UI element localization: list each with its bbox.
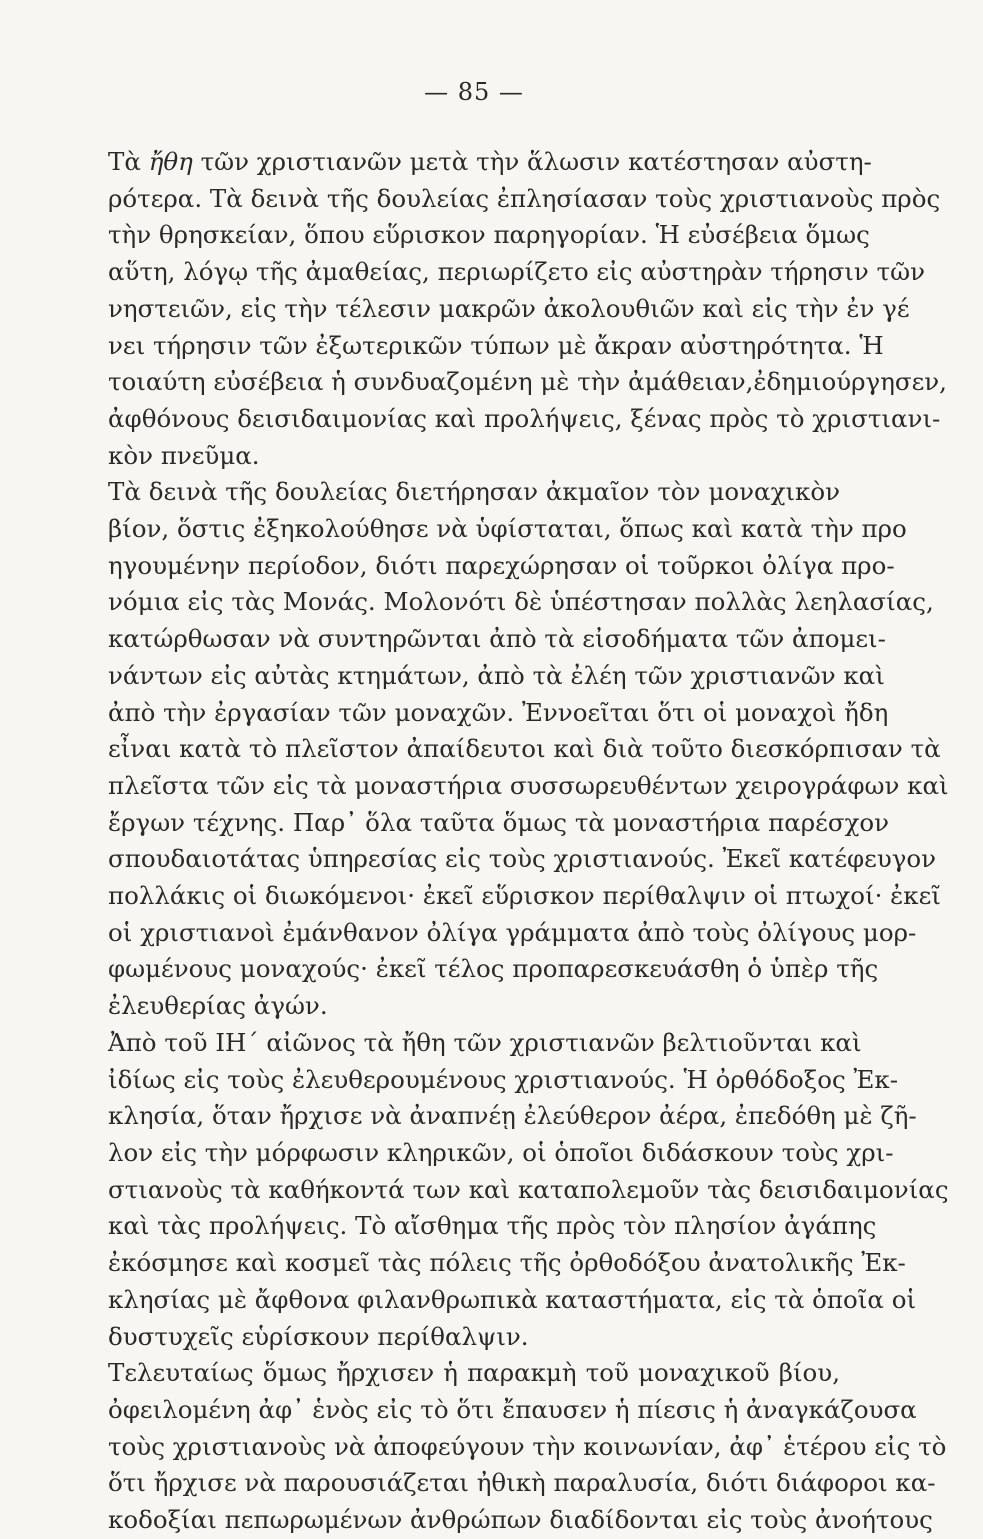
text-line: οἱ χριστιανοὶ ἐμάνθανον ὀλίγα γράμματα ἀπὸ τοὺς ὀλίγους μορ- xyxy=(108,917,917,947)
text-line: βίον, ὅστις ἐξηκολούθησε νὰ ὑφίσταται, ὅπως καὶ κατὰ τὴν προ xyxy=(108,514,907,544)
text-line: κὸν πνεῦμα. xyxy=(108,440,260,470)
text-line: ἐκόσμησε καὶ κοσμεῖ τὰς πόλεις τῆς ὀρθοδόξου ἀνατολικῆς Ἐκ- xyxy=(108,1248,906,1278)
text-line: ἐλευθερίας ἀγών. xyxy=(108,991,328,1021)
text-line: ἀφθόνους δεισιδαιμονίας καὶ προλήψεις, ξένας πρὸς τὸ χριστιανι- xyxy=(108,403,941,433)
text-line: αὕτη, λόγῳ τῆς ἀμαθείας, περιωρίζετο εἰς αὐστηρὰν τήρησιν τῶν xyxy=(108,257,926,287)
text-line: εἶναι κατὰ τὸ πλεῖστον ἀπαίδευτοι καὶ διὰ τοῦτο διεσκόρπισαν τὰ xyxy=(108,734,941,764)
text-line: ἀπὸ τὴν ἐργασίαν τῶν μοναχῶν. Ἐννοεῖται ὅτι οἱ μοναχοὶ ἤδη xyxy=(108,697,889,727)
text-line: Τελευταίως ὅμως ἤρχισεν ἡ παρακμὴ τοῦ μοναχικοῦ βίου, xyxy=(108,1358,840,1388)
text-line: Τὰ ἤθη τῶν χριστιανῶν μετὰ τὴν ἅλωσιν κατέστησαν αὐστη- xyxy=(108,147,872,176)
text-line: ἔργων τέχνης. Παρ᾽ ὅλα ταῦτα ὅμως τὰ μοναστήρια παρέσχον xyxy=(108,807,890,837)
text-line: κατώρθωσαν νὰ συντηρῶνται ἀπὸ τὰ εἰσοδήματα τῶν ἀπομει- xyxy=(108,624,886,654)
text-line: στιανοὺς τὰ καθήκοντά των καὶ καταπολεμοῦν τὰς δεισιδαιμονίας xyxy=(108,1174,949,1204)
text-line: Τὰ δεινὰ τῆς δουλείας διετήρησαν ἀκμαῖον τὸν μοναχικὸν xyxy=(108,477,840,507)
text-line: ρότερα. Τὰ δεινὰ τῆς δουλείας ἐπλησίασαν τοὺς χριστιανοὺς πρὸς xyxy=(108,183,941,213)
paragraph-4 xyxy=(108,1355,947,1539)
text-line: ὀφειλομένη ἀφ᾽ ἑνὸς εἰς τὸ ὅτι ἔπαυσεν ἡ πίεσις ἡ ἀναγκάζουσα xyxy=(108,1394,917,1424)
paragraph-1 xyxy=(108,144,947,474)
text-line: ὅτι ἤρχισε νὰ παρουσιάζεται ἠθικὴ παραλυσία, διότι διάφοροι κα- xyxy=(108,1468,936,1498)
text-line: σπουδαιοτάτας ὑπηρεσίας εἰς τοὺς χριστιανούς. Ἐκεῖ κατέφευγον xyxy=(108,844,937,874)
text-line: ἰδίως εἰς τοὺς ἐλευθερουμένους χριστιανούς. Ἡ ὀρθόδοξος Ἐκ- xyxy=(108,1064,898,1094)
text-line: νάντων εἰς αὐτὰς κτημάτων, ἀπὸ τὰ ἐλέη τῶν χριστιανῶν καὶ xyxy=(108,660,885,690)
text-line: κλησία, ὅταν ἤρχισε νὰ ἀναπνέῃ ἐλεύθερον ἀέρα, ἐπεδόθη μὲ ζῆ- xyxy=(108,1101,917,1131)
text-line: τὴν θρησκείαν, ὅπου εὕρισκον παρηγορίαν. Ἡ εὐσέβεια ὅμως xyxy=(108,220,870,250)
page-number: — 85 — xyxy=(424,78,524,106)
text-line: πολλάκις οἱ διωκόμενοι· ἐκεῖ εὕρισκον περίθαλψιν οἱ πτωχοί· ἐκεῖ xyxy=(108,881,941,911)
text-line: κλησίας μὲ ἄφθονα φιλανθρωπικὰ καταστήματα, εἰς τὰ ὁποῖα οἱ xyxy=(108,1284,917,1314)
text-line: νει τήρησιν τῶν ἐξωτερικῶν τύπων μὲ ἄκραν αὐστηρότητα. Ἡ xyxy=(108,330,884,360)
text-line: φωμένους μοναχούς· ἐκεῖ τέλος προπαρεσκευάσθη ὁ ὑπὲρ τῆς xyxy=(108,954,879,984)
emphasized-word: ἤθη xyxy=(148,147,193,176)
text-line: τοιαύτη εὐσέβεια ἡ συνδυαζομένη μὲ τὴν ἀμάθειαν,ἐδημιούργησεν, xyxy=(108,367,947,397)
text-line: δυστυχεῖς εὑρίσκουν περίθαλψιν. xyxy=(108,1321,529,1351)
text-line: καὶ τὰς προλήψεις. Τὸ αἴσθημα τῆς πρὸς τὸν πλησίον ἀγάπης xyxy=(108,1211,877,1241)
paragraph-2 xyxy=(108,474,949,1025)
text-line: ηγουμένην περίοδον, διότι παρεχώρησαν οἱ τοῦρκοι ὀλίγα προ- xyxy=(108,550,895,580)
text-line: κοδοξίαι πεπωρωμένων ἀνθρώπων διαδίδονται εἰς τοὺς ἀνοήτους xyxy=(108,1505,933,1535)
text-line: νηστειῶν, εἰς τὴν τέλεσιν μακρῶν ἀκολουθιῶν καὶ εἰς τὴν ἐν γέ xyxy=(108,293,910,323)
text-line: νόμια εἰς τὰς Μονάς. Μολονότι δὲ ὑπέστησαν πολλὰς λεηλασίας, xyxy=(108,587,934,617)
paragraph-3 xyxy=(108,1025,949,1355)
text-line: λον εἰς τὴν μόρφωσιν κληρικῶν, οἱ ὁποῖοι διδάσκουν τοὺς χρι- xyxy=(108,1137,894,1167)
text-line: Ἀπὸ τοῦ ΙΗ΄ αἰῶνος τὰ ἤθη τῶν χριστιανῶν βελτιοῦνται καὶ xyxy=(108,1027,862,1057)
text-line: πλεῖστα τῶν εἰς τὰ μοναστήρια συσσωρευθέντων χειρογράφων καὶ xyxy=(108,770,949,800)
text-line: τοὺς χριστιανοὺς νὰ ἀποφεύγουν τὴν κοινωνίαν, ἀφ᾽ ἑτέρου εἰς τὸ xyxy=(108,1431,947,1461)
